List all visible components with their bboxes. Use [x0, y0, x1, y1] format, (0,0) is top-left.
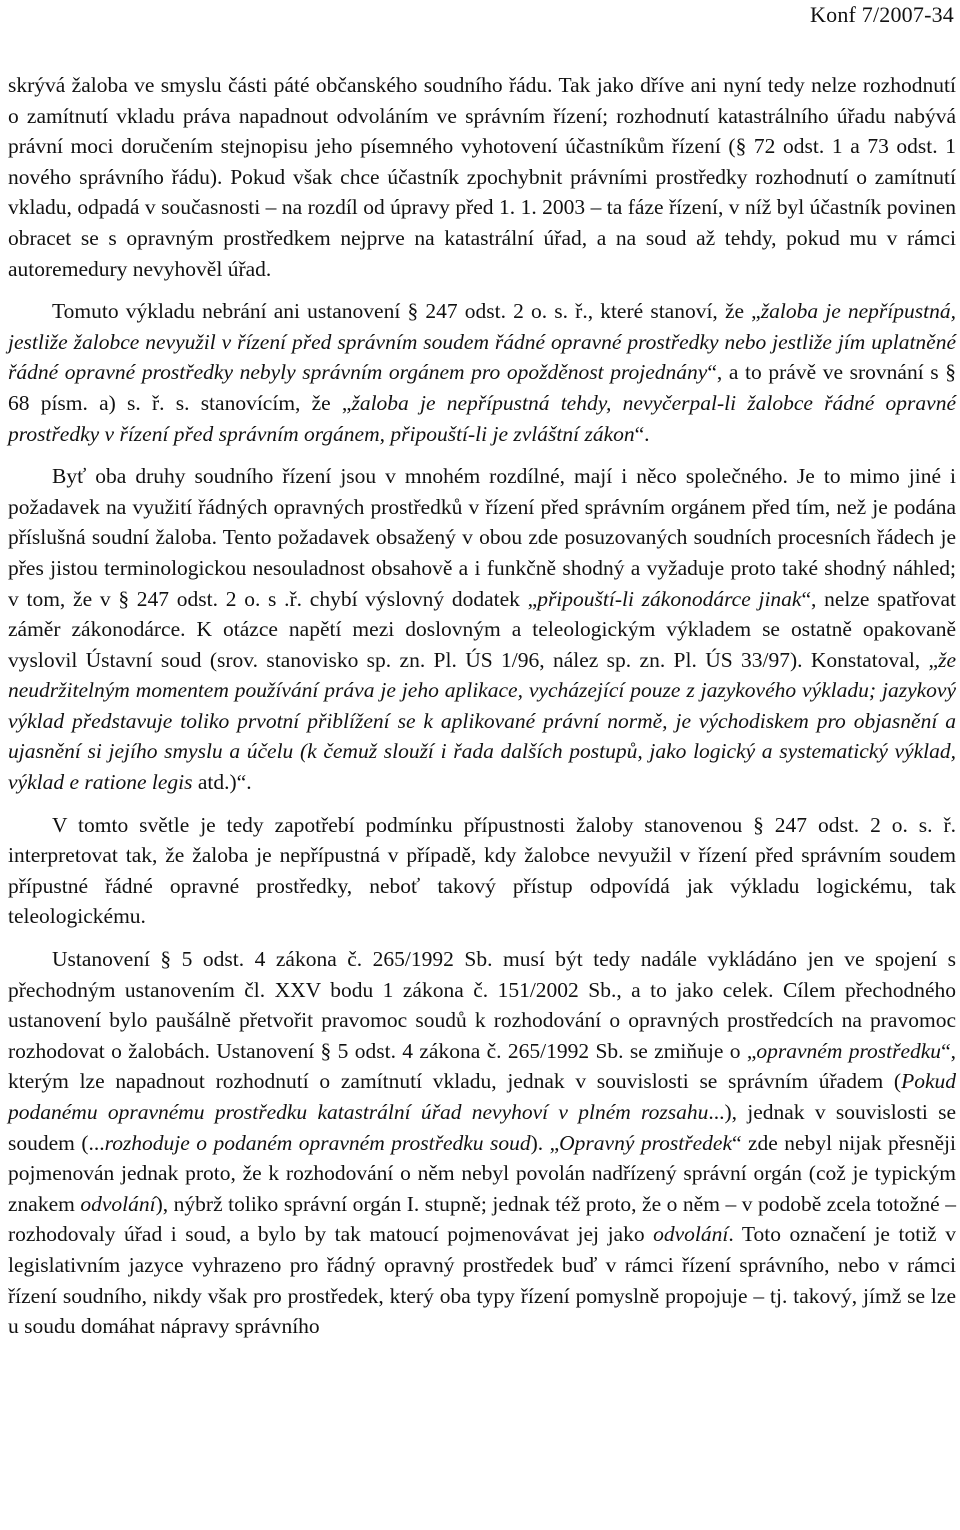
text-run: . Toto označení je totiž v legislativním jazyce vyhrazeno pro řádný opravný prostředek buď v rámci řízení správního, nebo v rámci řízení soudního, nikdy však pro prostředek, který oba typy řízení pomyslně propojuje – tj. takový, jímž se lze u soudu domáhat nápravy správního — [8, 1222, 957, 1339]
text-run: “. — [634, 421, 650, 446]
text-run: ), nýbrž toliko správní orgán I. stupně; jednak též proto, že o něm – v podobě zcela totožné – rozhodovaly úřad i soud, a bylo by tak matoucí pojmenovávat jej jako — [8, 1191, 956, 1247]
italic-quote: Opravný prostředek — [559, 1130, 732, 1155]
italic-quote: žaloba je nepřípustná, jestliže žalobce nevyužil v řízení před správním soudem řádné opravné prostředky nebo jestliže jím uplatněné řádné opravné prostředky nebyly správním orgánem pro opožděnost projednány — [8, 299, 956, 385]
text-run: “ zde nebyl nijak přesněji pojmenován jednak proto, že k rozhodování o něm nebyl povolán nadřízený správní orgán (což je typickým znakem — [8, 1130, 956, 1216]
italic-quote: odvolání — [80, 1191, 156, 1216]
text-run: “, nelze spatřovat záměr zákonodárce. K otázce napětí mezi doslovným a teleologickým výkladem se ostatně opakovaně vyslovil Ústavní soud (srov. stanovisko sp. zn. Pl. ÚS 1/96, nález sp. zn. Pl. ÚS 33/97). Konstatoval, „ — [8, 586, 957, 672]
document-body — [8, 70, 956, 1348]
text-run: skrývá žaloba ve smyslu části páté občanského soudního řádu. Tak jako dříve ani nyní tedy nelze rozhodnutí o zamítnutí vkladu práva napadnout odvoláním ve správním řízení; rozhodnutí katastrálního úřadu nabývá právní moci doručením stejnopisu jeho písemného vyhotovení účastníkům řízení (§ 72 odst. 1 a 73 odst. 1 nového správního řádu). Pokud však chce účastník zpochybnit právními prostředky rozhodnutí o zamítnutí vkladu, odpadá v současnosti – na rozdíl od úpravy před 1. 1. 2003 – ta fáze řízení, v níž byl účastník povinen obracet se s opravným prostředkem nejprve na katastrální úřad, a na soud až tehdy, pokud mu v rámci autoremedury nevyhověl úřad. — [8, 73, 956, 281]
text-run: “, a to právě ve srovnání s § 68 písm. a) s. ř. s. stanovícím, že „ — [8, 360, 956, 415]
paragraph — [8, 944, 956, 1342]
italic-quote: že neudržitelným momentem používání práva je jeho aplikace, vycházející pouze z jazykového výkladu; jazykový výklad představuje toliko prvotní přiblížení se k aplikované právní normě, je východiskem pro objasnění a ujasnění si jejího smyslu a účelu (k čemuž slouží i řada dalších postupů, jako logický a systematický výklad, výklad e ratione legis — [8, 647, 956, 795]
paragraph — [8, 461, 956, 798]
paragraph — [8, 296, 956, 449]
italic-quote: odvolání — [653, 1222, 729, 1247]
text-run: ). „ — [530, 1130, 560, 1155]
text-run: Tomuto výkladu nebrání ani ustanovení § 247 odst. 2 o. s. ř., které stanoví, že „ — [52, 299, 761, 324]
paragraph — [8, 810, 956, 932]
italic-quote: připouští-li zákonodárce jinak — [537, 586, 802, 611]
text-run: V tomto světle je tedy zapotřebí podmínku přípustnosti žaloby stanovenou § 247 odst. 2 o. s. ř. interpretovat tak, že žaloba je nepřípustná v případě, kdy žalobce nevyužil v řízení před správním soudem přípustné řádné opravné prostředky, neboť takový přístup odpovídá jak výkladu logickému, tak teleologickému. — [8, 812, 956, 929]
text-run: ...), jednak v souvislosti se soudem (... — [8, 1100, 956, 1155]
italic-quote: Pokud podanému opravnému prostředku katastrální úřad nevyhoví v plném rozsahu — [8, 1069, 956, 1124]
text-run: Byť oba druhy soudního řízení jsou v mnohém rozdílné, mají i něco společného. Je to mimo jiné i požadavek na využití řádných opravných prostředků v řízení před správním orgánem před tím, než je podána příslušná soudní žaloba. Tento požadavek obsažený v obou zde posuzovaných soudních procesních řádech je přes jistou terminologickou nesouladnost obsahově a i funkčně shodný a vyžaduje proto také shodný náhled; v tom, že v § 247 odst. 2 o. s .ř. chybí výslovný dodatek „ — [8, 464, 956, 611]
text-run: atd.)“. — [192, 770, 252, 795]
paragraph — [8, 70, 956, 284]
text-run: “, kterým lze napadnout rozhodnutí o zamítnutí vkladu, jednak v souvislosti se správním úřadem ( — [8, 1038, 956, 1094]
text-run: Ustanovení § 5 odst. 4 zákona č. 265/1992 Sb. musí být tedy nadále vykládáno jen ve spojení s přechodným ustanovením čl. XXV bodu 1 zákona č. 151/2002 Sb., a to jako celek. Cílem přechodného ustanovení bylo paušálně přetvořit pravomoc soudů k rozhodování o opravných prostředcích na pravomoc rozhodovat o žalobách. Ustanovení § 5 odst. 4 zákona č. 265/1992 Sb. se zmiňuje o „ — [8, 947, 956, 1063]
italic-quote: opravném prostředku — [756, 1038, 942, 1063]
italic-quote: rozhoduje o podaném opravném prostředku soud — [104, 1130, 531, 1155]
page-reference: Konf 7/2007-34 — [810, 2, 954, 27]
italic-quote: žaloba je nepřípustná tehdy, nevyčerpal-li žalobce řádné opravné prostředky v řízení před správním orgánem, připouští-li je zvláštní zákon — [8, 390, 956, 446]
